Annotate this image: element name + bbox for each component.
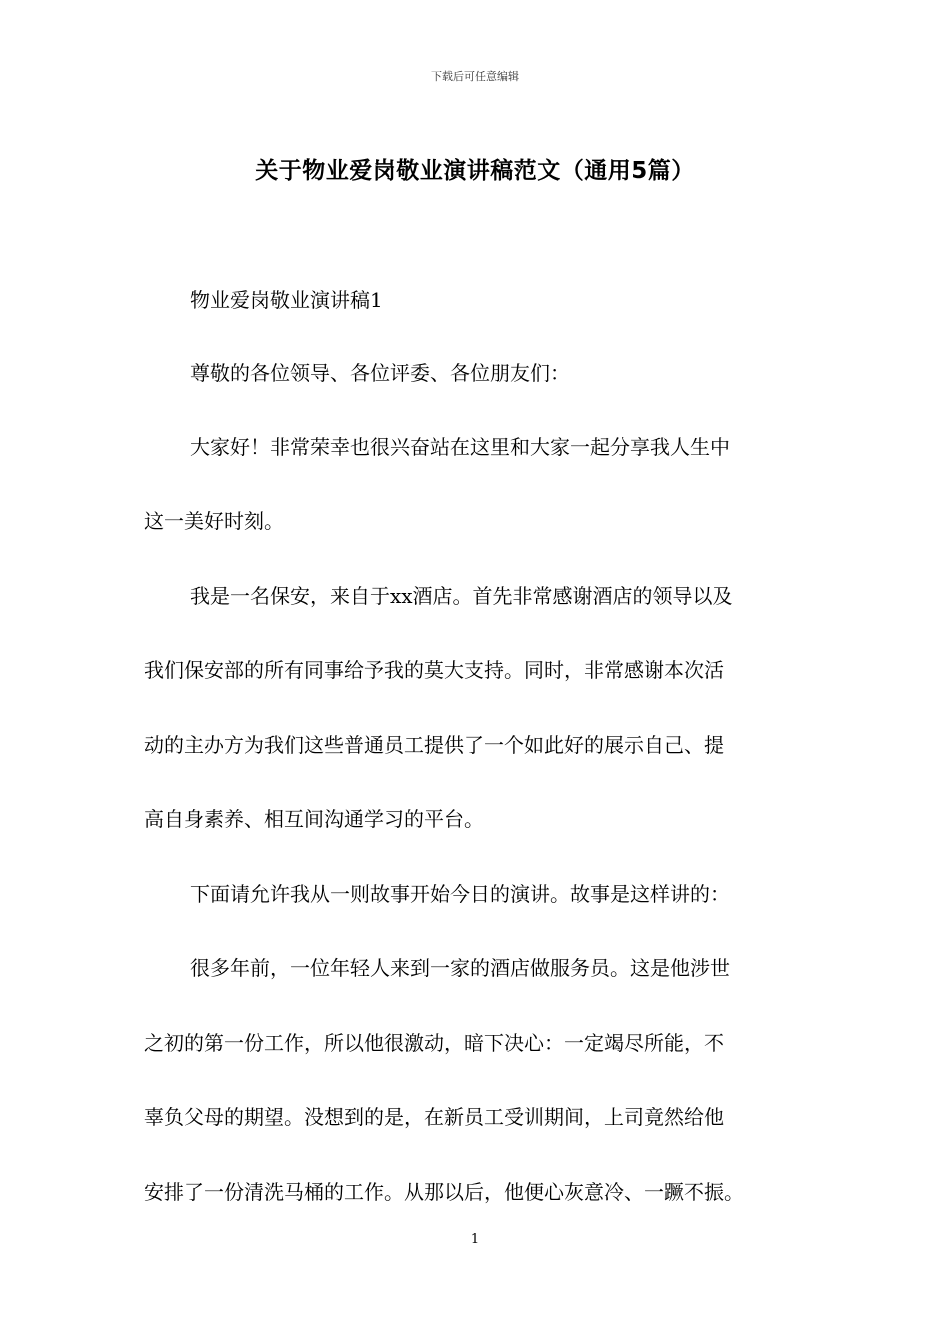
paragraph-line: 我们保安部的所有同事给予我的莫大支持。同时，非常感谢本次活 (144, 658, 724, 682)
paragraph-line: 大家好！非常荣幸也很兴奋站在这里和大家一起分享我人生中 (190, 435, 730, 459)
paragraph-line: 安排了一份清洗马桶的工作。从那以后，他便心灰意冷、一蹶不振。 (144, 1180, 744, 1204)
paragraph-line: 动的主办方为我们这些普通员工提供了一个如此好的展示自己、提 (144, 733, 724, 757)
paragraph-line: 这一美好时刻。 (144, 509, 284, 533)
paragraph-line: 下面请允许我从一则故事开始今日的演讲。故事是这样讲的： (190, 882, 730, 906)
paragraph-line: 尊敬的各位领导、各位评委、各位朋友们： (190, 361, 570, 385)
header-note: 下载后可任意编辑 (431, 70, 519, 83)
page-number: 1 (470, 1232, 480, 1247)
paragraph-line: 高自身素养、相互间沟通学习的平台。 (144, 807, 484, 831)
paragraph-line: 我是一名保安，来自于xx酒店。首先非常感谢酒店的领导以及 (190, 584, 733, 608)
section-heading: 物业爱岗敬业演讲稿1 (190, 288, 383, 312)
paragraph-line: 之初的第一份工作，所以他很激动，暗下决心：一定竭尽所能，不 (144, 1031, 724, 1055)
document-title: 关于物业爱岗敬业演讲稿范文（通用5篇） (255, 158, 695, 184)
paragraph-line: 很多年前，一位年轻人来到一家的酒店做服务员。这是他涉世 (190, 956, 730, 980)
paragraph-line: 辜负父母的期望。没想到的是，在新员工受训期间，上司竟然给他 (144, 1105, 724, 1129)
